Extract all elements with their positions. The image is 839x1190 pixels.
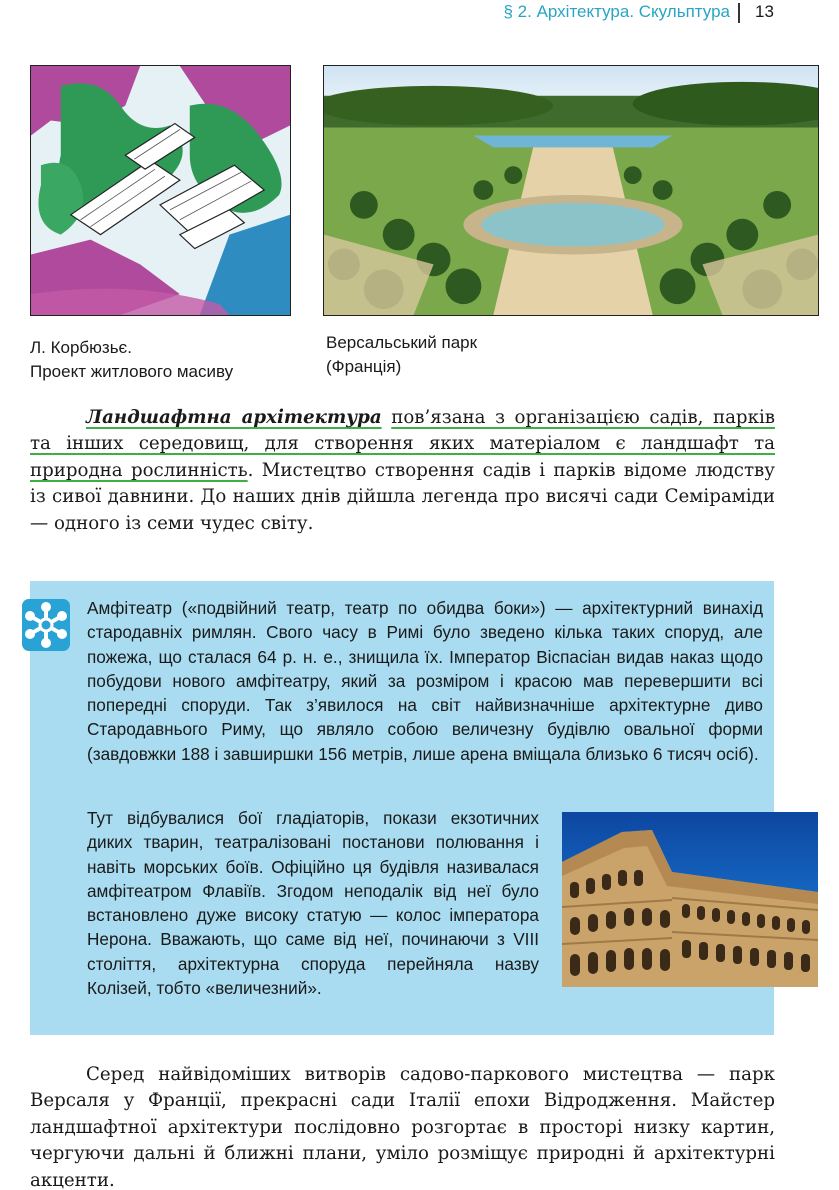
versailles-park-image	[323, 65, 819, 316]
gardens-paragraph	[30, 1062, 775, 1190]
section-title: § 2. Архітектура. Скульптура	[503, 2, 730, 21]
housing-plan-image	[30, 65, 291, 316]
paragraph-text: . Мистецтво створення садів і парків відоме людству із сивої давнини. До наших днів дійшла легенда про висячі сади Семіраміди — одного із семи чудес світу.	[30, 459, 775, 534]
caption-line: Л. Корбюзьє.	[30, 338, 132, 357]
housing-plan-caption	[30, 336, 310, 384]
caption-line: Проект житлового масиву	[30, 362, 234, 381]
term-definition: пов’язана з організацією садів, парків та інших середовищ, для створення яких матеріалом є ландшафт та природна рослинність	[30, 407, 775, 481]
page-header	[0, 0, 839, 40]
key-term: Ландшафтна архітектура	[86, 407, 382, 428]
paragraph-text: Серед найвідоміших витворів садово-паркового мистецтва — парк Версаля у Франції, прекрасні сади Італії епохи Відродження. Майстер ландшафтної архітектури послідовно розгортає в просторі низку картин, чергуючи дальні й ближні плани, уміло розміщує природні й архітектурні акценти.	[30, 1064, 775, 1190]
colosseum-text: Тут відбувалися бої гладіаторів, покази екзотичних диких тварин, театралізовані постанови полювання і навіть морських боїв. Офіційно ця будівля називалася амфітеатром Флавіїв. Згодом неподалік від неї було встановлено дуже високу статую — колос імператора Нерона. Вважають, що саме від неї, починаючи з VIII століття, архітектурна споруда перейняла назву Колізей, тобто «величезний».	[87, 808, 539, 999]
page-number: 13	[755, 2, 774, 21]
caption-line: Версальський парк	[326, 333, 478, 352]
landscape-architecture-paragraph	[30, 405, 775, 537]
colosseum-image	[562, 812, 818, 987]
versailles-park-caption	[326, 331, 626, 379]
caption-line: (Франція)	[326, 357, 402, 376]
header-divider	[738, 3, 740, 23]
snowflake-icon	[22, 599, 70, 651]
amphitheatre-text: Амфітеатр («подвійний театр, театр по обидва боки») — архітектурний винахід стародавніх римлян. Свого часу в Римі було зведено кілька таких споруд, але пожежа, що сталася 64 р. н. е., знищила їх. Імператор Віспасіан видав наказ щодо побудови нового амфітеатру, який за розміром і красою мав перевершити всі попередні споруди. Так з’явилося на світ найвизначніше архітектурне диво Стародавнього Риму, що являло собою величезну будівлю овальної форми (завдовжки 188 і завширшки 156 метрів, лише арена вміщала близько 6 тисяч осіб).	[87, 598, 763, 764]
